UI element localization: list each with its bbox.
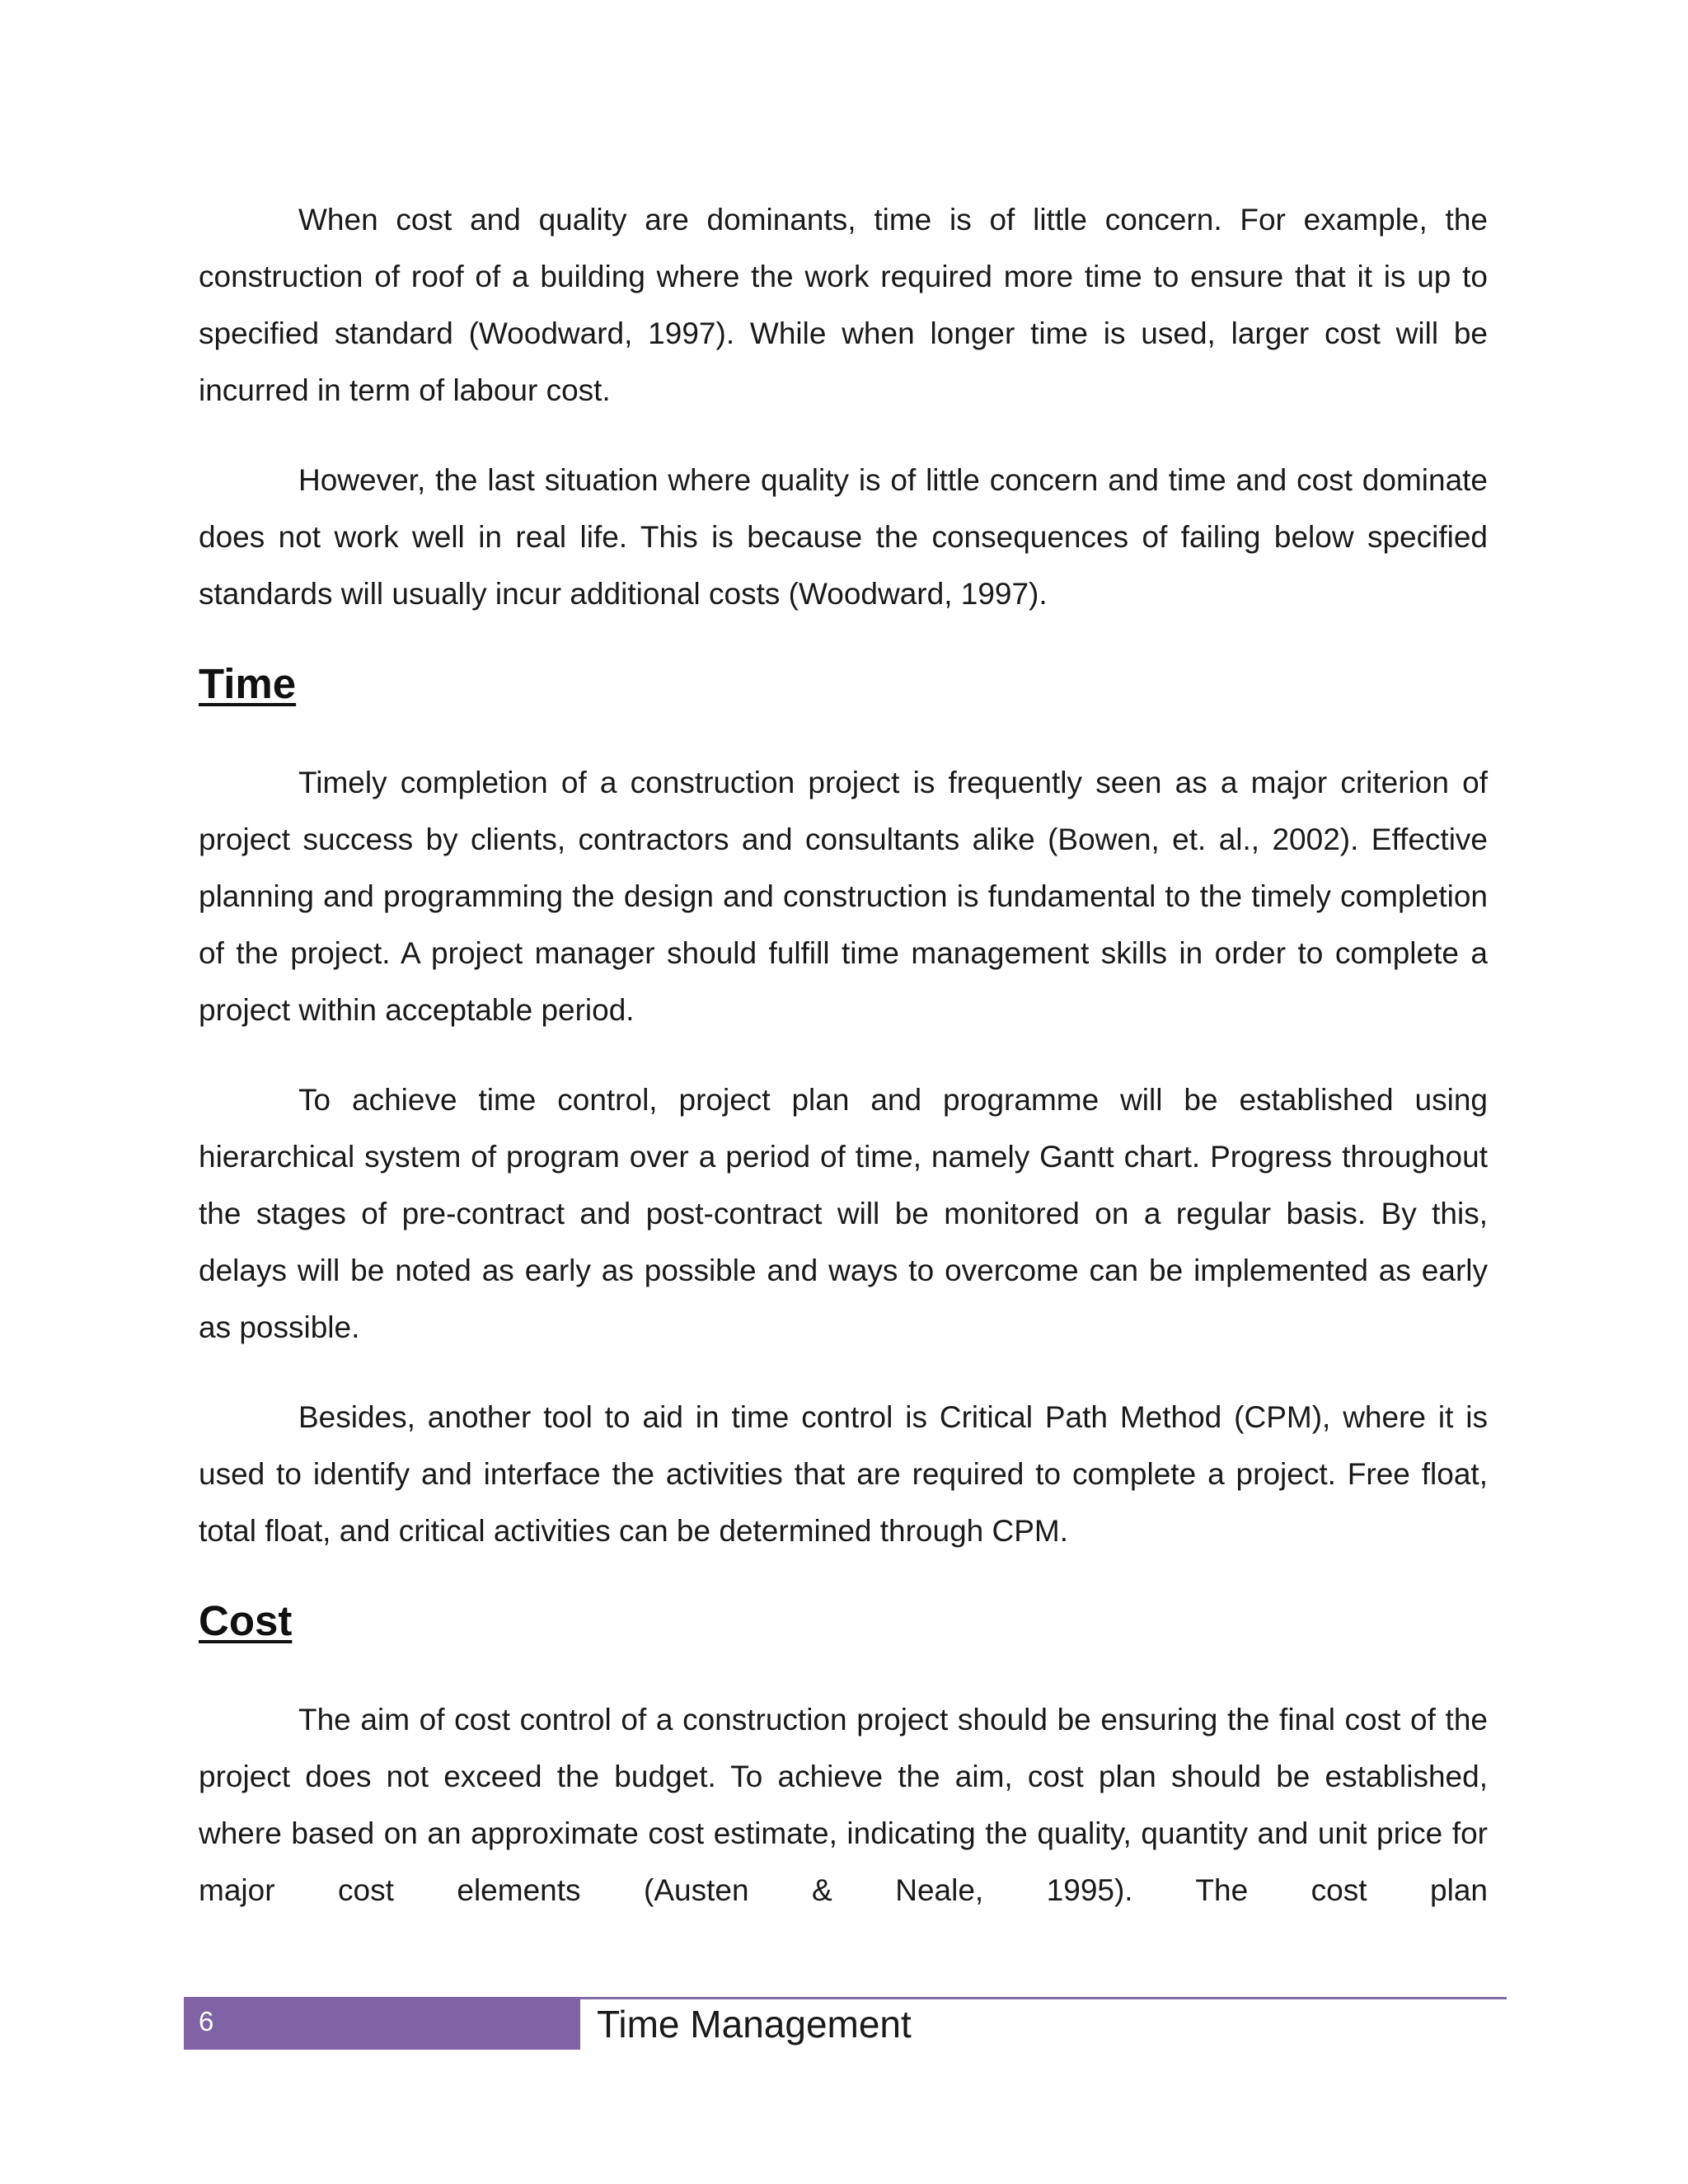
page-number: 6	[199, 2006, 214, 2036]
section-heading-time: Time	[199, 660, 297, 707]
paragraph: When cost and quality are dominants, time is of little concern. For example, the construction of roof of a building where the work required more time to ensure that it is up to specified standard (Woodward, 1997). While when longer time is used, larger cost will be incurred in term of labour cost.	[199, 203, 1488, 407]
footer-title: Time Management	[597, 2003, 912, 2046]
footer-divider	[580, 1997, 1507, 1999]
page-body	[199, 191, 1488, 1952]
paragraph: To achieve time control, project plan and programme will be established using hierarchical system of program over a period of time, namely Gantt chart. Progress throughout the stages of pre-contract and post-contract will be monitored on a regular basis. By this, delays will be noted as early as possible and ways to overcome can be implemented as early as possible.	[199, 1083, 1488, 1344]
page-number-bar	[184, 1997, 580, 2050]
paragraph: However, the last situation where quality is of little concern and time and cost dominate does not work well in real life. This is because the consequences of failing below specified standards will usually incur additional costs (Woodward, 1997).	[199, 463, 1488, 611]
paragraph: The aim of cost control of a construction project should be ensuring the final cost of the project does not exceed the budget. To achieve the aim, cost plan should be established, where based on an approximate cost estimate, indicating the quality, quantity and unit price for major cost elements (Austen & Neale, 1995). The cost plan	[199, 1703, 1488, 1907]
page-footer	[184, 1997, 1507, 2050]
section-heading-cost: Cost	[199, 1597, 293, 1644]
paragraph: Timely completion of a construction project is frequently seen as a major criterion of project success by clients, contractors and consultants alike (Bowen, et. al., 2002). Effective planning and programming the design and construction is fundamental to the timely completion of the project. A project manager should fulfill time management skills in order to complete a project within acceptable period.	[199, 766, 1488, 1027]
paragraph: Besides, another tool to aid in time control is Critical Path Method (CPM), where it is used to identify and interface the activities that are required to complete a project. Free float, total float, and critical activities can be determined through CPM.	[199, 1400, 1488, 1548]
